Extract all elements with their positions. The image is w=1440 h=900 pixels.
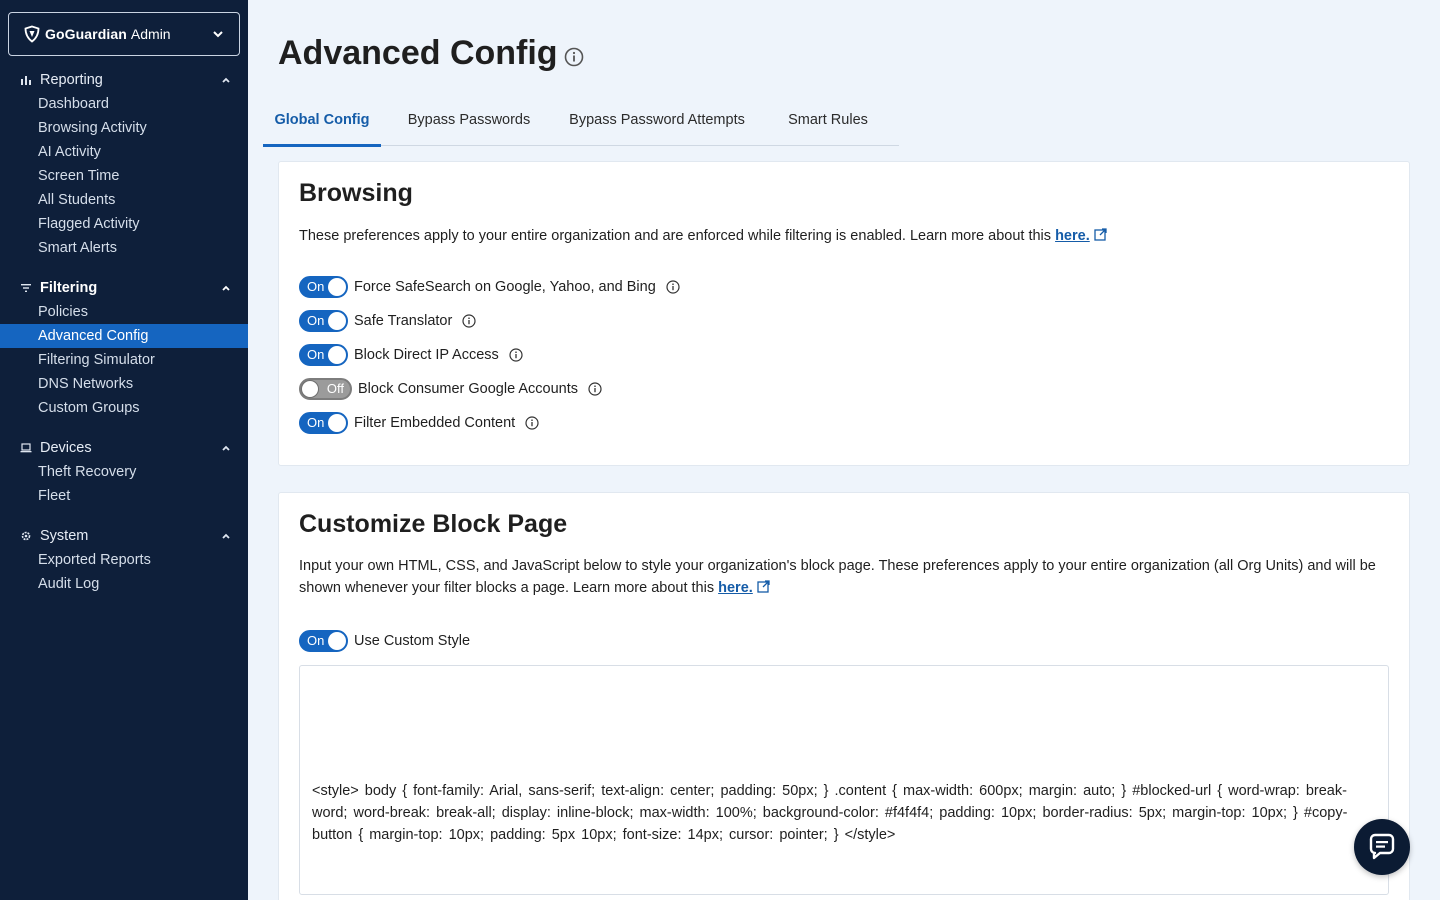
toggle-row-custom-style (299, 630, 470, 652)
toggle-label: Use Custom Style (354, 633, 471, 649)
toggle-row-safesearch (299, 276, 680, 298)
sidebar-item-advanced-config[interactable]: Advanced Config (0, 324, 248, 348)
block-page-card (278, 492, 1410, 900)
toggle-label: Safe Translator (354, 313, 453, 329)
browsing-description (299, 225, 1107, 247)
bar-chart-icon (20, 74, 32, 86)
org-name: GoGuardian (45, 26, 127, 42)
main-content (248, 0, 1440, 900)
sidebar-item-dns-networks[interactable]: DNS Networks (38, 376, 134, 392)
toggle-state: On (307, 633, 325, 648)
laptop-icon (20, 442, 32, 454)
sidebar-item-all-students[interactable]: All Students (38, 192, 116, 208)
tab-bypass-password-attempts[interactable]: Bypass Password Attempts (569, 112, 745, 128)
sidebar-item-exported-reports[interactable]: Exported Reports (38, 552, 151, 568)
block-direct-ip-toggle[interactable] (299, 344, 348, 366)
toggle-label: Block Direct IP Access (354, 347, 499, 363)
chat-bubble-icon (1367, 832, 1397, 862)
sidebar-item-smart-alerts[interactable]: Smart Alerts (38, 240, 117, 256)
block-consumer-google-toggle[interactable] (299, 378, 352, 400)
block-page-title: Customize Block Page (299, 510, 568, 538)
sidebar-item-flagged-activity[interactable]: Flagged Activity (38, 216, 140, 232)
sidebar-item-ai-activity[interactable]: AI Activity (38, 144, 101, 160)
safesearch-toggle[interactable] (299, 276, 348, 298)
sidebar-item-screen-time[interactable]: Screen Time (38, 168, 120, 184)
sidebar-item-theft-recovery[interactable]: Theft Recovery (38, 464, 137, 480)
browsing-description-text: These preferences apply to your entire organization and are enforced while filtering is enabled. Learn more about this (299, 228, 1052, 244)
nav-section-reporting (0, 68, 248, 260)
tab-smart-rules[interactable]: Smart Rules (788, 112, 868, 128)
toggle-state: Off (326, 381, 344, 396)
nav-header-system[interactable] (0, 524, 248, 548)
toggle-row-safe-translator (299, 310, 476, 332)
tab-bypass-passwords[interactable]: Bypass Passwords (407, 112, 531, 128)
org-selector[interactable] (8, 12, 240, 56)
chevron-up-icon (220, 282, 232, 294)
nav-header-label: Reporting (40, 72, 103, 88)
nav-header-label: System (40, 528, 89, 544)
nav-header-devices[interactable] (0, 436, 248, 460)
chevron-up-icon (220, 74, 232, 86)
org-role: Admin (130, 26, 171, 42)
toggle-label: Force SafeSearch on Google, Yahoo, and Bing (354, 279, 656, 295)
toggle-row-block-direct-ip (299, 344, 523, 366)
nav-section-devices (0, 436, 248, 508)
sidebar (0, 0, 248, 900)
chevron-up-icon (220, 530, 232, 542)
sidebar-item-fleet[interactable]: Fleet (38, 488, 71, 504)
toggle-state: On (307, 313, 325, 328)
tab-global-config[interactable]: Global Config (263, 94, 381, 146)
sidebar-item-browsing-activity[interactable]: Browsing Activity (38, 120, 147, 136)
filter-embedded-toggle[interactable] (299, 412, 348, 434)
info-icon[interactable] (588, 382, 602, 396)
nav-section-filtering (0, 276, 248, 420)
info-icon[interactable] (564, 47, 584, 67)
toggle-state: On (307, 415, 325, 430)
external-link-icon (1094, 226, 1107, 239)
toggle-row-filter-embedded (299, 412, 539, 434)
browsing-card (278, 161, 1410, 466)
info-icon[interactable] (462, 314, 476, 328)
nav-section-system (0, 524, 248, 596)
block-page-description-text: Input your own HTML, CSS, and JavaScript below to style your organization's block page. These preferences apply to your entire organization (all Org Units) and will be shown whenever your filter blocks a page. Learn more about this (299, 558, 1376, 596)
chat-support-button[interactable] (1354, 819, 1410, 875)
gear-icon (20, 530, 32, 542)
chevron-down-icon (211, 27, 225, 41)
safe-translator-toggle[interactable] (299, 310, 348, 332)
learn-more-link[interactable]: here. (1055, 228, 1090, 244)
info-icon[interactable] (509, 348, 523, 362)
page-title-text: Advanced Config (278, 34, 558, 72)
sidebar-item-filtering-simulator[interactable]: Filtering Simulator (38, 352, 155, 368)
nav-header-filtering[interactable] (0, 276, 248, 300)
toggle-label: Filter Embedded Content (354, 415, 516, 431)
info-icon[interactable] (525, 416, 539, 430)
filter-icon (20, 282, 32, 294)
browsing-title: Browsing (299, 179, 413, 207)
tab-bar (263, 94, 899, 146)
chevron-up-icon (220, 442, 232, 454)
toggle-row-block-consumer-google (299, 378, 602, 400)
sidebar-item-custom-groups[interactable]: Custom Groups (38, 400, 140, 416)
toggle-label: Block Consumer Google Accounts (358, 381, 579, 397)
sidebar-item-audit-log[interactable]: Audit Log (38, 576, 100, 592)
custom-style-toggle[interactable] (299, 630, 348, 652)
code-content: <style> body { font-family: Arial, sans-serif; text-align: center; padding: 50px; } .content { max-width: 600px; margin: auto; } #blocked-url { word-wrap: break-word; word-break: break-all; display: inline-block; max-width: 100%; background-color: #f4f4f4; padding: 10px; border-radius: 5px; margin-top: 10px; } #copy-button { margin-top: 10px; padding: 5px 10px; font-size: 14px; cursor: pointer; } </style> (312, 783, 1348, 843)
nav-header-reporting[interactable] (0, 68, 248, 92)
sidebar-item-policies[interactable]: Policies (38, 304, 88, 320)
custom-style-code-editor[interactable] (299, 665, 1389, 895)
page-title (278, 34, 584, 73)
toggle-state: On (307, 347, 325, 362)
info-icon[interactable] (666, 280, 680, 294)
shield-icon (23, 25, 41, 43)
external-link-icon (757, 578, 770, 591)
toggle-state: On (307, 279, 325, 294)
block-page-description (299, 555, 1394, 599)
nav-header-label: Devices (40, 440, 92, 456)
nav-header-label: Filtering (40, 280, 98, 296)
sidebar-item-dashboard[interactable]: Dashboard (38, 96, 109, 112)
learn-more-link[interactable]: here. (718, 580, 753, 596)
